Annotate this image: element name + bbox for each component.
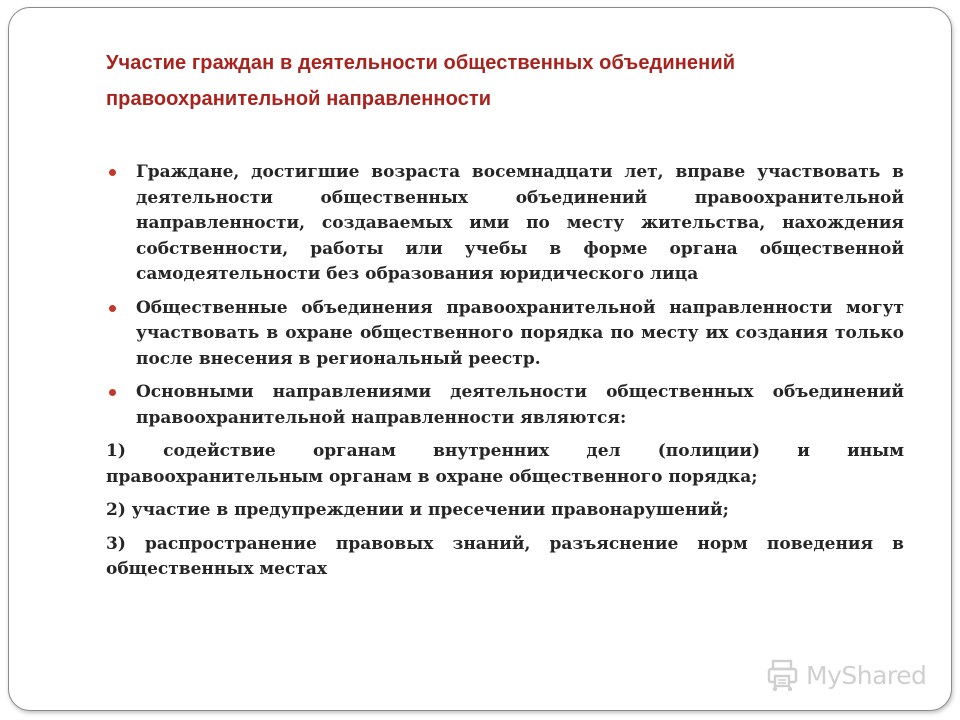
bullet-item (106, 296, 904, 373)
bullet-text: Граждане, достигшие возраста восемнадцати лет, вправе участвовать в деятельности общественных объединений правоохранительной направленности, создаваемых ими по месту жительства, нахождения собственности, работы или учебы в форме органа общественной самодеятельности без образования юридического лица (136, 162, 904, 284)
watermark-text: MyShared (806, 660, 927, 690)
numbered-item: 1) содействие органам внутренних дел (полиции) и иным правоохранительным органам в охране общественного порядка; (106, 441, 904, 487)
bullet-text: Общественные объединения правоохранительной направленности могут участвовать в охране общественного порядка по месту их создания только после внесения в региональный реестр. (136, 297, 904, 369)
bullet-list (106, 160, 904, 431)
bullet-item (106, 160, 904, 288)
slide-title: Участие граждан в деятельности общественных объединений правоохранительной направленности (106, 52, 736, 110)
watermark (766, 655, 926, 695)
bullet-dot-icon (109, 305, 116, 312)
bullet-dot-icon (109, 389, 116, 396)
printer-cart-icon (766, 658, 800, 692)
bullet-text: Основными направлениями деятельности общественных объединений правоохранительной направленности являются: (136, 382, 904, 428)
slide-content (106, 160, 904, 591)
bullet-item (106, 380, 904, 431)
numbered-item: 2) участие в предупреждении и пресечении правонарушений; (106, 500, 729, 520)
bullet-dot-icon (109, 169, 116, 176)
numbered-item: 3) распространение правовых знаний, разъяснение норм поведения в общественных местах (106, 533, 904, 579)
